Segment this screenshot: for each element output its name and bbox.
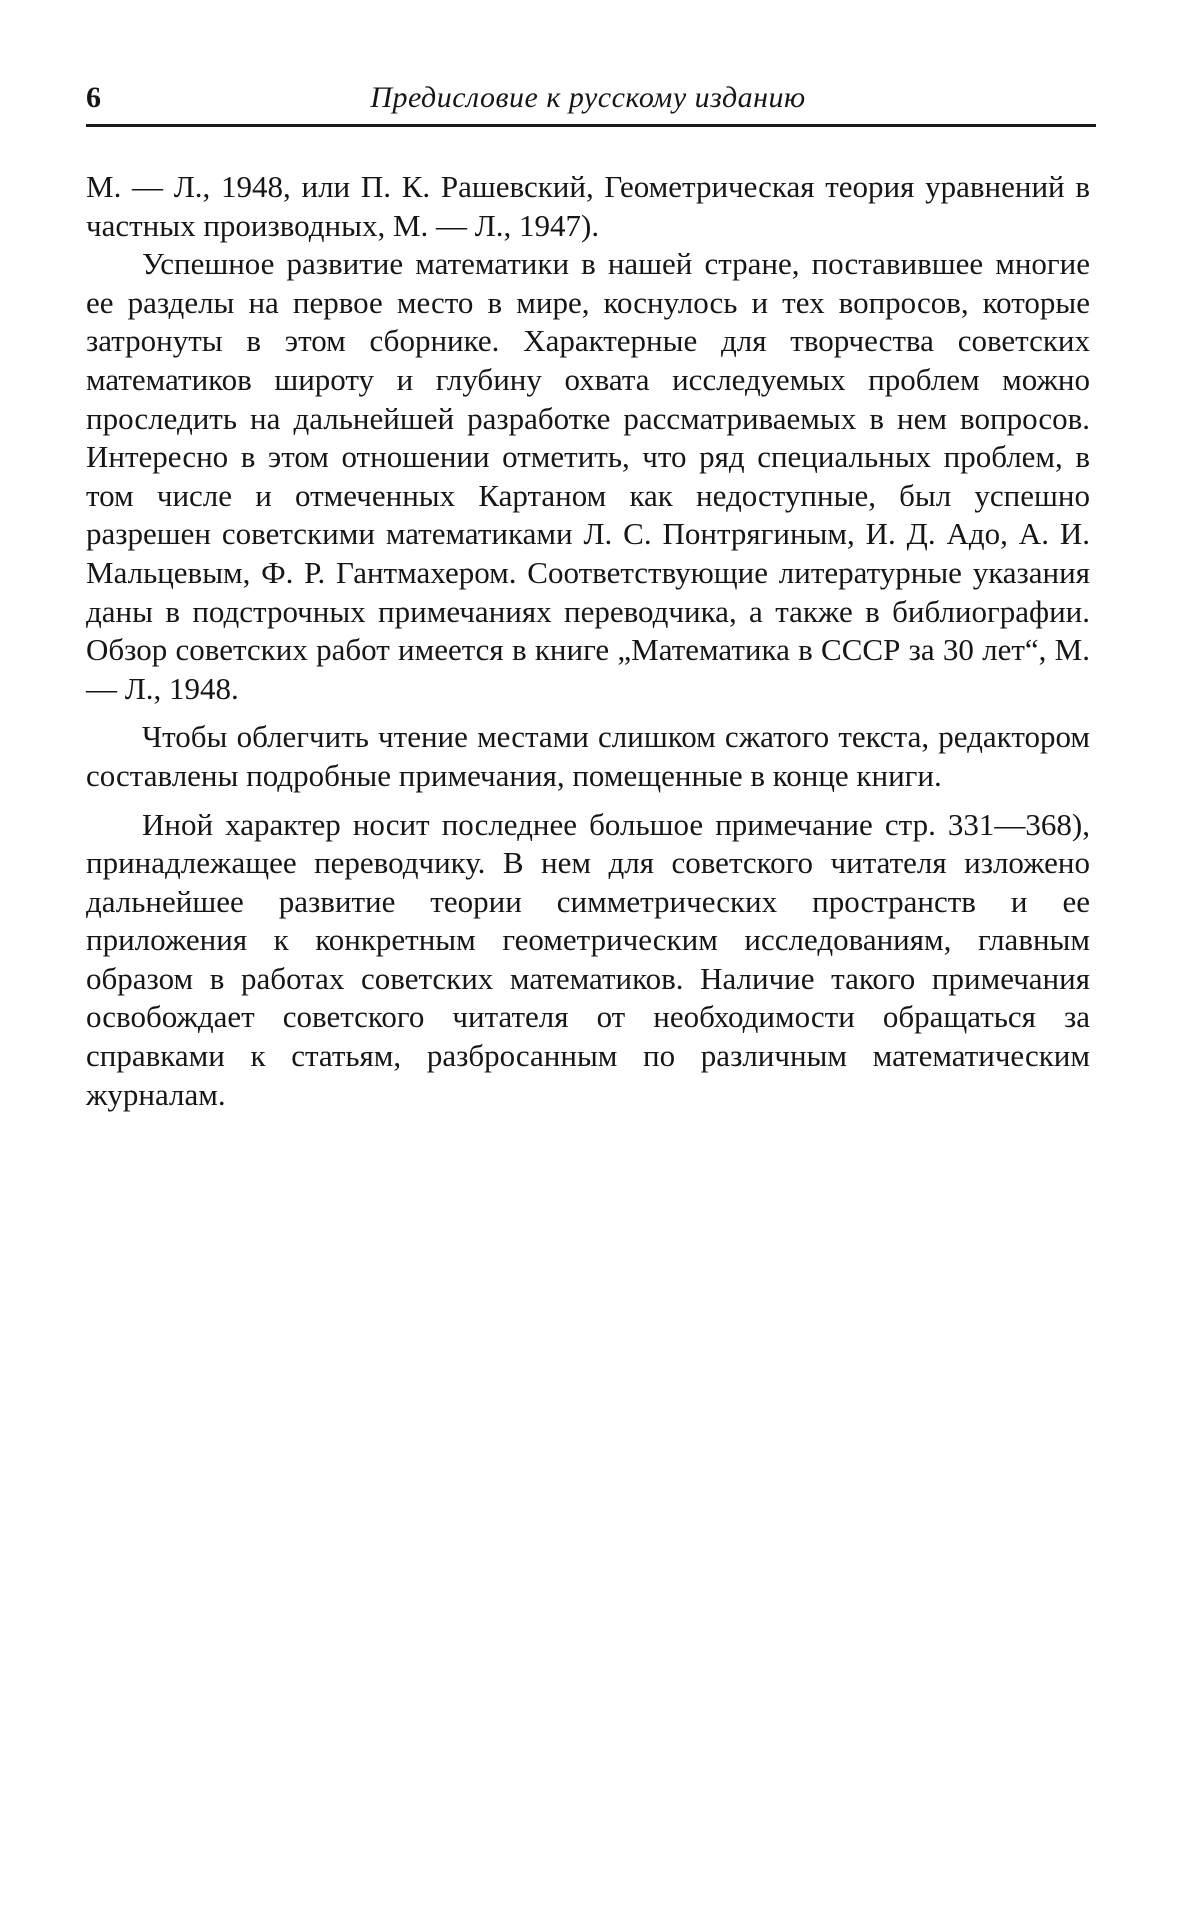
header-rule xyxy=(86,124,1096,127)
body-text xyxy=(86,168,1090,1124)
paragraph: Чтобы облегчить чтение местами слишком сжатого текста, редактором составлены подробные примечания, помещенные в конце книги. xyxy=(86,719,1090,793)
page-number: 6 xyxy=(86,81,101,114)
paragraph: Успешное развитие математики в нашей стране, поставившее многие ее разделы на первое место в мире, коснулось и тех вопросов, которые затронуты в этом сборнике. Характерные для творчества советских математиков широту и глубину охвата исследуемых проблем можно проследить на дальнейшей разработке рассматриваемых в нем вопросов. Интересно в этом отношении отметить, что ряд специальных проблем, в том числе и отмеченных Картаном как недоступные, был успешно разрешен советскими математиками Л. С. Понтрягиным, И. Д. Адо, А. И. Мальцевым, Ф. Р. Гантмахером. Соответствующие литературные указания даны в подстрочных примечаниях переводчика, а также в библиографии. Обзор советских работ имеется в книге „Математика в СССР за 30 лет“, М. — Л., 1948. xyxy=(86,246,1090,706)
paragraph-continuation: М. — Л., 1948, или П. К. Рашевский, Геометрическая теория уравнений в частных производных, М. — Л., 1947). xyxy=(86,169,1090,243)
running-head xyxy=(86,78,1090,122)
paragraph: Иной характер носит последнее большое примечание стр. 331—368), принадлежащее переводчику. В нем для советского читателя изложено дальнейшее развитие теории симметрических пространств и ее приложения к конкретным геометрическим исследованиям, главным образом в работах советских математиков. Наличие такого примечания освобождает советского читателя от необходимости обращаться за справками к статьям, разбросанным по различным математическим журналам. xyxy=(86,806,1090,1112)
running-head-title: Предисловие к русскому изданию xyxy=(370,81,806,114)
